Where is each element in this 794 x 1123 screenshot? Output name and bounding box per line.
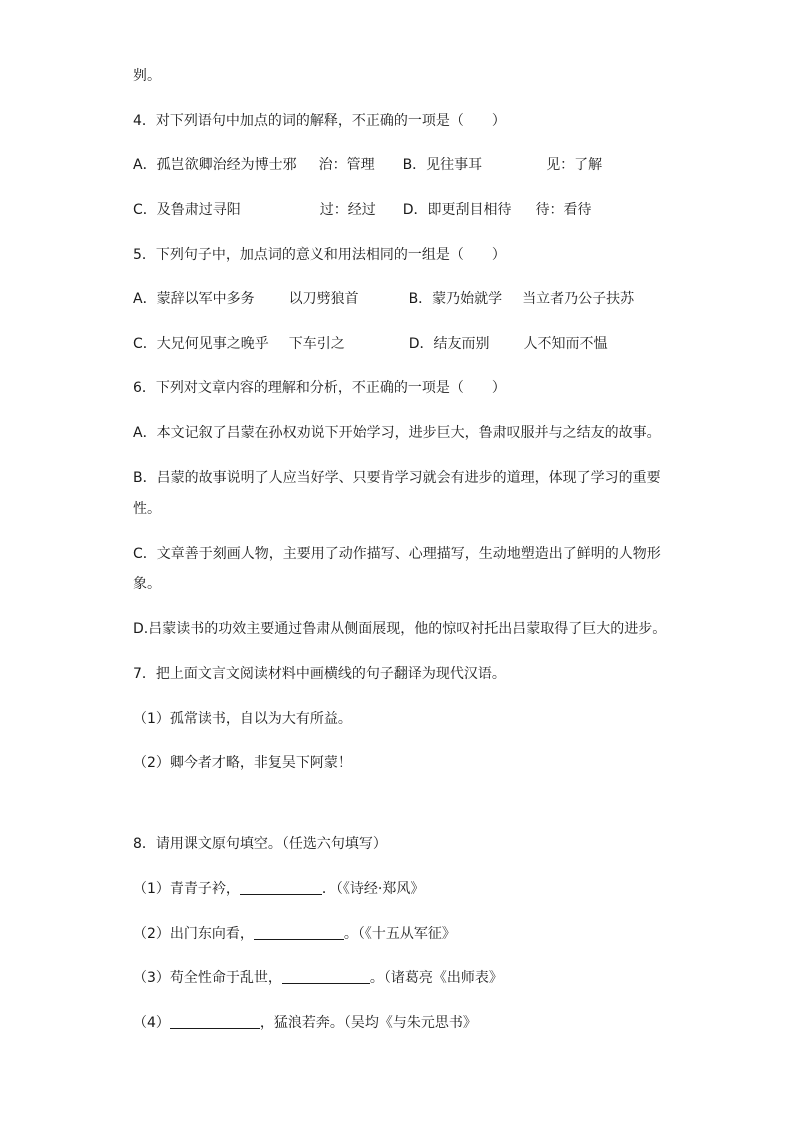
option-d-gloss: 待：看待 [535,202,592,218]
option-c: C．及鲁肃过寻阳 [133,202,241,218]
option-a: A．蒙辞以军中多务 [133,291,255,307]
option-a: A．孤岂欲卿治经为博士邪 [133,157,297,173]
fill-blank[interactable] [254,925,344,940]
question-7-item-1: （1）孤常读书，自以为大有所益。 [133,711,352,727]
question-8-item-1: （1）青青子衿， ．（《诗经·郑风》 [133,881,425,897]
option-c-pair: 下车引之 [288,336,345,352]
fill-blank[interactable] [240,880,322,895]
option-a-pair: 以刀劈狼首 [288,291,359,307]
question-6-option-c: C．文章善于刻画人物，主要用了动作描写、心理描写，生动地塑造出了鲜明的人物形 [133,546,661,562]
question-6-option-d: D.吕蒙读书的功效主要通过鲁肃从侧面展现，他的惊叹衬托出吕蒙取得了巨大的进步。 [133,621,667,637]
option-b-pair: 当立者乃公子扶苏 [522,291,635,307]
question-8-item-3: （3）苟全性命于乱世， 。（诸葛亮《出师表》 [133,970,503,986]
question-7-stem: 7．把上面文言文阅读材料中画横线的句子翻译为现代汉语。 [133,666,506,682]
option-a-gloss: 治：管理 [318,157,375,173]
question-8-stem: 8．请用课文原句填空。（任选六句填写） [133,836,387,852]
option-d: D．即更刮目相待 [402,202,512,218]
question-6-option-a: A．本文记叙了吕蒙在孙权劝说下开始学习，进步巨大，鲁肃叹服并与之结友的故事。 [133,425,661,441]
fill-blank[interactable] [282,969,370,984]
question-6-option-b: B．吕蒙的故事说明了人应当好学、只要肯学习就会有进步的道理，体现了学习的重要 [133,470,661,486]
option-c: C．大兄何见事之晚乎 [133,336,269,352]
option-d: D．结友而别 [408,336,490,352]
question-6-stem: 6．下列对文章内容的理解和分析，不正确的一项是（ ） [133,380,506,396]
text-line-carryover: 刿。 [133,68,161,84]
question-8-item-2: （2）出门东向看， 。（《十五从军征》 [133,926,456,942]
question-4-stem: 4．对下列语句中加点的词的解释，不正确的一项是（ ） [133,113,506,129]
question-7-item-2: （2）卿今者才略，非复吴下阿蒙！ [133,755,352,771]
question-6-option-c-cont: 象。 [133,576,161,592]
fill-blank[interactable] [170,1014,260,1029]
option-b: B．蒙乃始就学 [408,291,503,307]
option-d-pair: 人不知而不愠 [523,336,608,352]
option-b: B．见往事耳 [402,157,483,173]
option-c-gloss: 过：经过 [319,202,376,218]
question-5-options-cd [133,334,608,354]
option-b-gloss: 见：了解 [546,157,603,173]
question-4-options-cd [133,200,592,220]
question-5-stem: 5．下列句子中，加点词的意义和用法相同的一组是（ ） [133,247,506,263]
question-4-options-ab [133,155,602,175]
question-8-item-4: （4） ，猛浪若奔。（吴均《与朱元思书》 [133,1015,477,1031]
question-5-options-ab [133,289,634,309]
question-6-option-b-cont: 性。 [133,501,161,517]
